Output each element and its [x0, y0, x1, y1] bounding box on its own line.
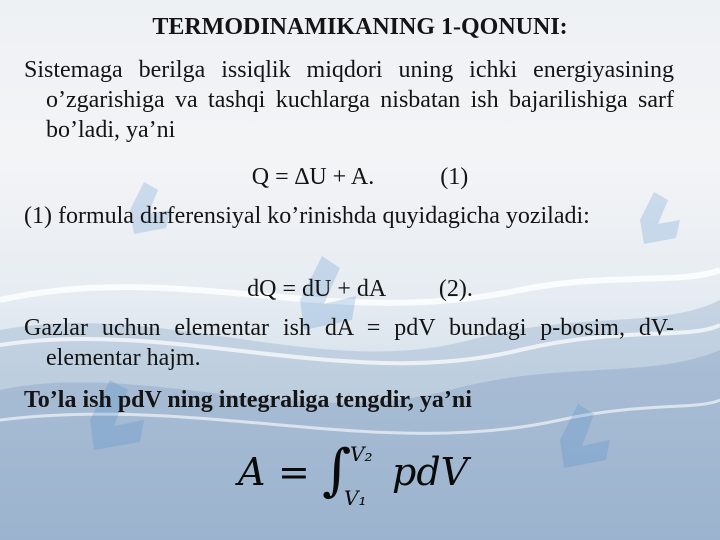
integrand: pdV	[392, 450, 469, 494]
formula-lhs: A	[238, 450, 266, 494]
paragraph-total-work: To’la ish pdV ning integraliga tengdir, ya’ni	[24, 387, 472, 413]
formula-equals: =	[278, 450, 310, 494]
equation-2: dQ = dU + dA (2).	[247, 276, 473, 302]
equation-1: Q = ∆U + A. (1)	[251, 164, 469, 190]
slide-title: TERMODINAMIKANING 1-QONUNI:	[152, 14, 568, 40]
work-integral-formula	[238, 438, 478, 518]
integral-sign: ∫	[322, 438, 352, 503]
integral-lower-limit: V₁	[344, 486, 367, 510]
paragraph-differential: (1) formula dirferensiyal ko’rinishda quyidagicha yoziladi:	[24, 203, 590, 229]
integral-upper-limit: V₂	[350, 442, 373, 466]
paragraph-elementary-work: Gazlar uchun elementar ish dA = pdV bundagi p-bosim, dV-elementar hajm.	[24, 315, 674, 371]
paragraph-first-law: Sistemaga berilga issiqlik miqdori uning ichki energiyasining o’zgarishiga va tashqi kuchlarga nisbatan ish bajarilishiga sarf bo’ladi, ya’ni	[24, 57, 674, 143]
